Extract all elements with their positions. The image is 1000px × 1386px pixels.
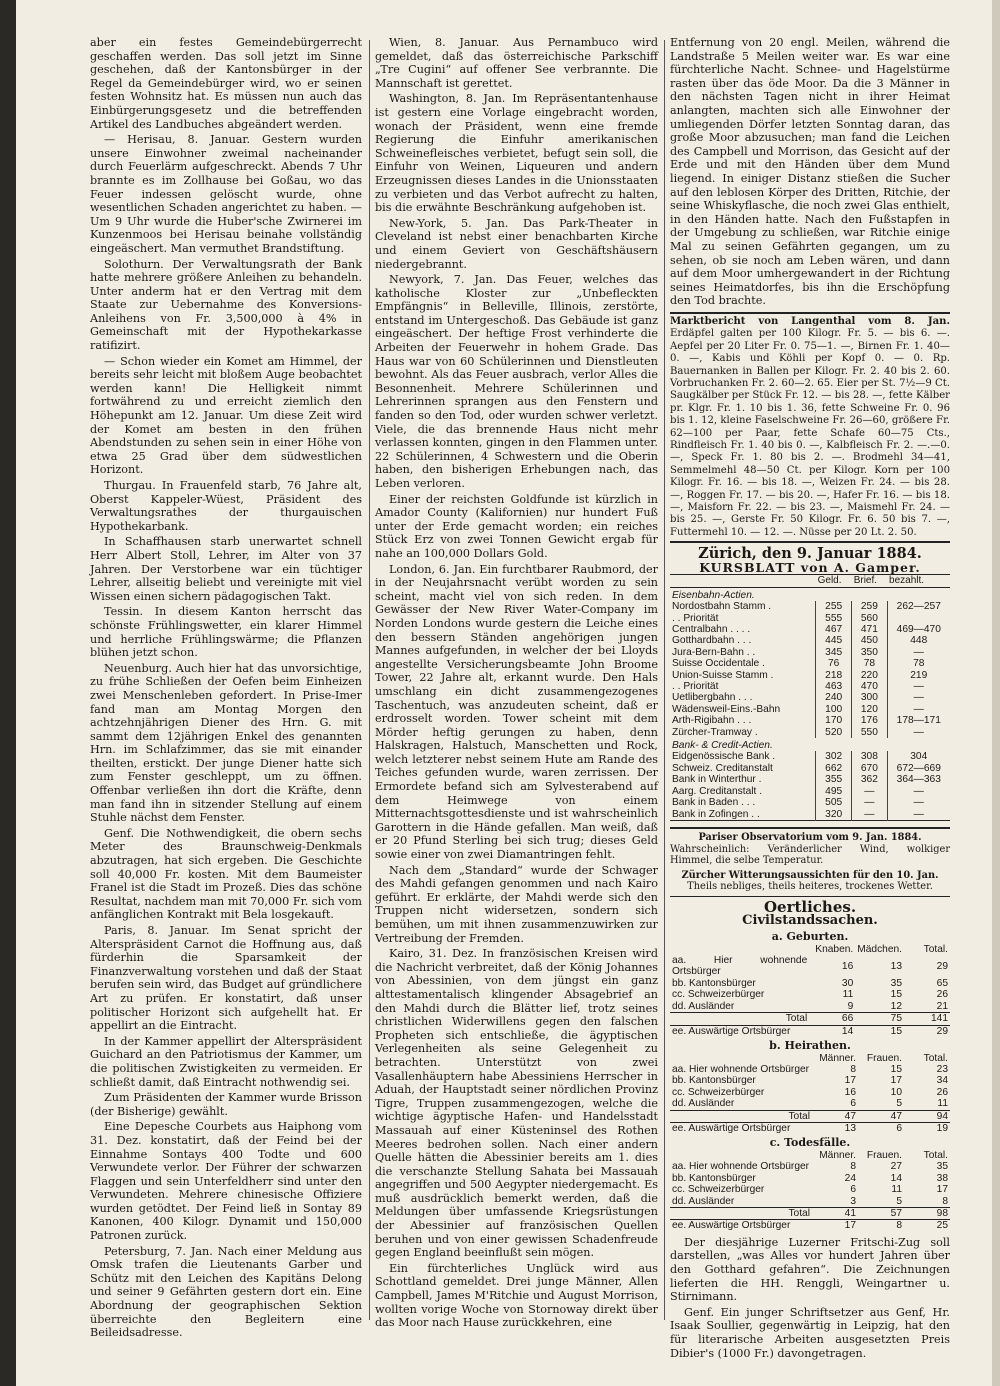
civil-col-header: Total. bbox=[923, 1052, 948, 1064]
stock-value: 308 bbox=[852, 751, 887, 762]
civil-col-header: Frauen. bbox=[866, 1052, 902, 1064]
stock-value: 505 bbox=[816, 797, 852, 808]
article-paragraph: In Schaffhausen starb unerwartet schnell Herr Albert Stoll, Lehrer, im Alter von 37 Jahren. Der Verstorbene war ein tüchtiger Lehrer, allseitig beliebt und vereinigte mit viel Wissen einen sichern pädagogischen Takt. bbox=[90, 535, 362, 603]
stock-value: 345 bbox=[816, 647, 852, 658]
civil-row-label: dd. Ausländer bbox=[672, 1000, 735, 1012]
civil-row bbox=[670, 1220, 950, 1232]
civil-row-label: Total bbox=[670, 1013, 809, 1025]
civil-row-label: aa. Hier wohnende Ortsbürger bbox=[672, 1063, 810, 1075]
zurich-weather-title: Zürcher Witterungsaussichten für den 10. Jan. bbox=[681, 869, 939, 881]
stock-row bbox=[670, 715, 950, 726]
stock-value: — bbox=[887, 681, 950, 692]
civil-count: 19 bbox=[904, 1122, 950, 1134]
article-paragraph: Der diesjährige Luzerner Fritschi-Zug soll darstellen, „was Alles vor hundert Jahren über den Gotthard gefahren“. Die Zeichnungen lieferten die HH. Renggli, Weingartner u. Stirnimann. bbox=[670, 1235, 950, 1304]
civil-count: 5 bbox=[896, 1195, 902, 1207]
stock-name: Centralbahn . . . . bbox=[672, 624, 751, 635]
stock-value: 78 bbox=[852, 658, 887, 669]
stock-row bbox=[670, 727, 950, 738]
article-paragraph: Newyork, 7. Jan. Das Feuer, welches das katholische Kloster zur „Unbefleckten Empfängnis“ in Belleville, Illinois, zerstörte, entstand im Untergeschoß. Das Gebäude ist ganz eingeäschert. Der heftige Frost verhinderte die Arbeiten der Feuerwehr in hohem Grade. Das Haus war von 60 Schülerinnen und Dienstleuten bewohnt. Als das Feuer ausbrach, verlor Alles die Besonnenheit. Mehrere Schülerinnen und Lehrerinnen sprangen aus den Fenstern und fanden so den Tod, oder wurden schwer verletzt. Viele, die das brennende Haus nicht mehr verlassen konnten, gingen in den Flammen unter. 22 Schülerinnen, 4 Schwestern und die Oberin haben, den bisherigen Erhebungen nach, das Leben verloren. bbox=[375, 273, 658, 490]
stock-row bbox=[670, 774, 950, 785]
stock-value: 550 bbox=[852, 727, 887, 738]
civil-group-title: a. Geburten. bbox=[771, 930, 849, 944]
civil-count: 8 bbox=[858, 1220, 904, 1232]
stock-value: 672—669 bbox=[887, 763, 950, 774]
stock-name: Eidgenössische Bank . bbox=[672, 751, 776, 763]
civil-count: 17 bbox=[844, 1075, 856, 1087]
civil-heading: Civilstandssachen. bbox=[742, 913, 878, 929]
civil-row bbox=[670, 1196, 950, 1208]
stock-value: 448 bbox=[887, 635, 950, 646]
civil-row bbox=[670, 989, 950, 1000]
stock-value: 220 bbox=[852, 670, 887, 681]
civil-count: 34 bbox=[936, 1075, 948, 1087]
civil-count: 6 bbox=[858, 1122, 904, 1134]
stock-row bbox=[670, 751, 950, 762]
civil-count: 17 bbox=[936, 1184, 948, 1196]
civil-count: 35 bbox=[890, 977, 902, 989]
stock-name: Nordostbahn Stamm . bbox=[672, 601, 772, 613]
civil-count: 47 bbox=[858, 1110, 904, 1122]
article-paragraph: Genf. Die Nothwendigkeit, die obern sechs Meter des Braunschweig-Denkmals abzutragen, hat sich ergeben. Die Geschichte soll 40,000 Fr. kosten. Mit dem Baumeister Franel ist die Stadt im Prozeß. Dies das schöne Resultat, nachdem man mit 70,000 Fr. sich vom anfänglichen Kontrakt mit Bela losgekauft. bbox=[90, 826, 362, 922]
civil-row bbox=[670, 1001, 950, 1013]
stock-name: . . Priorität bbox=[672, 612, 719, 624]
stock-value: 450 bbox=[852, 635, 887, 646]
article-paragraph: Zum Präsidenten der Kammer wurde Brisson (der Bisherige) gewählt. bbox=[90, 1091, 362, 1118]
civil-count: 57 bbox=[858, 1207, 904, 1219]
civil-count: 25 bbox=[904, 1220, 950, 1232]
stock-name: Zürcher-Tramway . bbox=[672, 726, 758, 738]
civil-row bbox=[670, 1110, 950, 1122]
civil-count: 13 bbox=[890, 960, 902, 972]
stock-value: — bbox=[887, 809, 950, 821]
stock-section-label: Eisenbahn-Actien. bbox=[672, 589, 755, 601]
civil-count: 65 bbox=[936, 977, 948, 989]
article-paragraph: Kairo, 31. Dez. In französischen Kreisen wird die Nachricht verbreitet, daß der König Johannes von Abessinien, von dem jüngst ein ganz alttestamentalisch klingender Absagebrief an den Mahdi durch die Blätter lief, trotz seines christlichen Widerwillens gegen den falschen Propheten sich entschließe, die ägyptischen Verlegenheiten als seine Gelegenheit zu betrachten. Unterstützt von zwei Vasallenhäuptern habe Abessiniens Herrscher in Aduah, der Hauptstadt seiner nördlichen Provinz Tigre, Truppen zusammengezogen, welche die wichtige ägyptische Hafen- und Handelsstadt Massauah auf einer Küsteninsel des Rothen Meeres bedrohen sollen. Nach einer andern Quelle hätten die Abessinier bereits am 1. dies die verschanzte Stellung Sahata bei Massauah angegriffen und 500 Aegypter niedergemacht. Es muß ausdrücklich bemerkt werden, daß die Meldungen über umfassende Kriegsrüstungen der Abessinier auf französischen Quellen beruhen und von einer gewissen Schadenfreude gegen England beeinflußt sein mögen. bbox=[375, 947, 658, 1260]
column-rule-2 bbox=[664, 40, 665, 1320]
stock-value: 471 bbox=[852, 624, 887, 635]
stock-name: . . Priorität bbox=[672, 681, 719, 693]
civil-count: 6 bbox=[850, 1098, 856, 1110]
stock-value: 350 bbox=[852, 647, 887, 658]
stock-value: 78 bbox=[887, 658, 950, 669]
stock-value: 364—363 bbox=[887, 774, 950, 785]
stock-value: 355 bbox=[816, 774, 852, 785]
civil-row bbox=[670, 1173, 950, 1184]
civil-row bbox=[670, 1161, 950, 1172]
stock-value: — bbox=[887, 727, 950, 738]
article-paragraph: Solothurn. Der Verwaltungsrath der Bank hatte mehrere größere Anleihen zu behandeln. Unter anderm hat er den Vertrag mit dem Staate zur Uebernahme des Konversions-Anleihens von Fr. 3,500,000 à 4% in Gemeinschaft mit der Hypothekarkasse ratifizirt. bbox=[90, 257, 362, 353]
stock-name: Bank in Zofingen . . bbox=[672, 808, 760, 820]
civil-row bbox=[670, 1025, 950, 1037]
civil-row bbox=[670, 1207, 950, 1219]
civil-col-header: Knaben. bbox=[815, 943, 854, 955]
stock-name: Schweiz. Creditanstalt bbox=[672, 762, 773, 774]
civil-col-header: Männer. bbox=[819, 1052, 856, 1064]
article-paragraph: Washington, 8. Jan. Im Repräsentantenhause ist gestern eine Vorlage eingebracht worden, wonach der Präsident, wenn eine fremde Regierung die Einfuhr amerikanischen Schweinefleisches verbietet, befugt sein soll, die Einfuhr von Weinen, Liqueuren und andern Erzeugnissen dieses Landes in die Unionsstaaten zu verbieten und das Verbot aufrecht zu halten, bis die erwähnte Beschränkung aufgehoben ist. bbox=[375, 92, 658, 215]
civil-row-label: ee. Auswärtige Ortsbürger bbox=[670, 1025, 809, 1037]
civil-count: 24 bbox=[844, 1172, 856, 1184]
stock-value: 662 bbox=[816, 763, 852, 774]
civil-count: 6 bbox=[850, 1184, 856, 1196]
civil-count: 41 bbox=[812, 1207, 858, 1219]
stock-value: 170 bbox=[816, 715, 852, 726]
stock-name: Uetlibergbahn . . . bbox=[672, 692, 753, 704]
stock-value: — bbox=[887, 692, 950, 703]
civil-row bbox=[670, 1064, 950, 1075]
civil-count: 14 bbox=[809, 1025, 855, 1037]
page-edge-left bbox=[0, 0, 16, 1386]
stock-value: 320 bbox=[816, 809, 852, 821]
civil-row-label: bb. Kantonsbürger bbox=[672, 1075, 756, 1087]
civil-count: 8 bbox=[942, 1195, 948, 1207]
civil-row-label: dd. Ausländer bbox=[672, 1195, 735, 1207]
stock-value: — bbox=[852, 797, 887, 808]
civil-row bbox=[670, 978, 950, 989]
article-paragraph: — Schon wieder ein Komet am Himmel, der bereits sehr leicht mit bloßem Auge beobachtet werden kann! Die Helligkeit nimmt fortwährend zu und erreicht ziemlich den Höhepunkt am 12. Januar. Um diese Zeit wird der Komet am besten in den frühen Abendstunden zu sehen sein in einer Höhe von etwa 25 Grad über dem südwestlichen Horizont. bbox=[90, 354, 362, 477]
stock-value: — bbox=[887, 704, 950, 715]
civil-count: 13 bbox=[812, 1122, 858, 1134]
stock-value: 259 bbox=[852, 601, 887, 612]
civil-count: 94 bbox=[904, 1110, 950, 1122]
stock-name: Suisse Occidentale . bbox=[672, 658, 765, 670]
article-paragraph: — Herisau, 8. Januar. Gestern wurden unsere Einwohner zweimal nacheinander durch Feuerlärm aufgeschreckt. Abends 7 Uhr brannte es im Zollhause bei Goßau, wo das Feuer indessen gelöscht wurde, ohne wesentlichen Schaden angerichtet zu haben. — Um 9 Uhr wurde die Huber'sche Zwirnerei im Kunzenmoos bei Herisau beinahe vollständig eingeäschert. Man vermuthet Brandstiftung. bbox=[90, 133, 362, 255]
paris-observatory-title: Pariser Observatorium vom 9. Jan. 1884. bbox=[698, 831, 922, 843]
civil-count: 35 bbox=[936, 1161, 948, 1173]
civil-table bbox=[670, 1053, 950, 1135]
stock-row bbox=[670, 647, 950, 658]
civil-row-label: Total bbox=[670, 1207, 812, 1219]
civil-row-label: aa. Hier wohnende Ortsbürger bbox=[672, 1161, 810, 1173]
civil-count: 26 bbox=[936, 1086, 948, 1098]
civil-col-header: Total. bbox=[923, 943, 948, 955]
stock-row bbox=[670, 635, 950, 646]
civil-count: 26 bbox=[936, 989, 948, 1001]
civil-count: 8 bbox=[850, 1063, 856, 1075]
civil-count: 23 bbox=[936, 1063, 948, 1075]
stock-value: — bbox=[852, 786, 887, 797]
stock-name: Arth-Rigibahn . . . bbox=[672, 715, 752, 727]
stock-value: 495 bbox=[816, 786, 852, 797]
stock-row bbox=[670, 601, 950, 612]
market-report bbox=[670, 312, 950, 543]
civil-row bbox=[670, 1098, 950, 1110]
article-paragraph: Ein fürchterliches Unglück wird aus Schottland gemeldet. Drei junge Männer, Allen Campbell, James M'Ritchie und August Morrison, wollten vorige Woche von Stornoway direkt über das Moor nach Hause zurückkehren, eine bbox=[375, 1261, 658, 1330]
civil-count: 38 bbox=[936, 1172, 948, 1184]
stock-value bbox=[887, 613, 950, 624]
stock-value: — bbox=[887, 786, 950, 797]
stock-value: 463 bbox=[816, 681, 852, 692]
civil-count: 75 bbox=[855, 1013, 904, 1025]
civil-count: 66 bbox=[809, 1013, 855, 1025]
civil-col-header: Mädchen. bbox=[857, 943, 902, 955]
civil-row-label: cc. Schweizerbürger bbox=[672, 989, 765, 1001]
stock-value: 470 bbox=[852, 681, 887, 692]
civil-count: 8 bbox=[850, 1161, 856, 1173]
stock-row bbox=[670, 658, 950, 669]
stock-value: 445 bbox=[816, 635, 852, 646]
stock-value: 262—257 bbox=[887, 601, 950, 612]
stock-col-header: Geld. bbox=[816, 575, 852, 587]
civil-count: 21 bbox=[936, 1000, 948, 1012]
civil-row-label: bb. Kantonsbürger bbox=[672, 977, 756, 989]
civil-row-label: cc. Schweizerbürger bbox=[672, 1086, 765, 1098]
stock-table bbox=[670, 574, 950, 821]
stock-name: Wädensweil-Eins.-Bahn bbox=[672, 703, 781, 715]
kursblatt-date: Zürich, den 9. Januar 1884. bbox=[698, 545, 922, 563]
column-1 bbox=[90, 36, 362, 1340]
civil-registry bbox=[670, 930, 950, 1232]
stock-value: 362 bbox=[852, 774, 887, 785]
civil-count: 17 bbox=[890, 1075, 902, 1087]
civil-row-label: dd. Ausländer bbox=[672, 1098, 735, 1110]
civil-count: 29 bbox=[936, 960, 948, 972]
stock-table-body bbox=[670, 587, 950, 820]
stock-name: Aarg. Creditanstalt . bbox=[672, 785, 763, 797]
article-paragraph: Thurgau. In Frauenfeld starb, 76 Jahre alt, Oberst Kappeler-Wüest, Präsident des Verwaltungsrathes der thurgauischen Hypothekarbank. bbox=[90, 479, 362, 533]
civil-row-label: Total bbox=[670, 1110, 812, 1122]
column-2 bbox=[375, 36, 658, 1336]
civil-count: 15 bbox=[855, 1025, 904, 1037]
column-3 bbox=[670, 36, 950, 1360]
article-paragraph: Eine Depesche Courbets aus Haiphong vom 31. Dez. konstatirt, daß der Feind bei der Einnahme Sontays 400 Todte und 600 Verwundete verlor. Der Führer der schwarzen Flaggen und sein Unterfeldherr sind unter den Verwundeten. Mehrere chinesische Offiziere wurden getödtet. Der Feind ließ in Sontay 89 Kanonen, 400 Kilogr. Dynamit und 150,000 Patronen zurück. bbox=[90, 1120, 362, 1243]
stock-section-label: Bank- & Credit-Actien. bbox=[672, 740, 773, 752]
stock-value: 670 bbox=[852, 763, 887, 774]
stock-value: 176 bbox=[852, 715, 887, 726]
stock-name: Bank in Winterthur . bbox=[672, 774, 762, 786]
article-paragraph: Petersburg, 7. Jan. Nach einer Meldung aus Omsk trafen die Lieutenants Garber und Schütz mit den Leichen des Kapitäns Delong und seiner 9 Gefährten gestern dort ein. Eine Abordnung der geographischen Sektion überreichte den Begleitern eine Beileidsadresse. bbox=[90, 1244, 362, 1340]
page-edge-right bbox=[992, 0, 1000, 1386]
article-paragraph: Tessin. In diesem Kanton herrscht das schönste Frühlingswetter, ein klarer Himmel und herrliche Frühlingswärme; die Pflanzen blühen jetzt schon. bbox=[90, 605, 362, 660]
article-paragraph: Genf. Ein junger Schriftsetzer aus Genf, Hr. Isaak Soullier, gegenwärtig in Leipzig, hat den für literarische Arbeiten ausgesetzten Preis Dibier's (1000 Fr.) davongetragen. bbox=[670, 1305, 950, 1360]
stock-value: 178—171 bbox=[887, 715, 950, 726]
weather-block bbox=[670, 827, 950, 893]
civil-count: 12 bbox=[890, 1000, 902, 1012]
stock-value: 467 bbox=[816, 624, 852, 635]
stock-row bbox=[670, 704, 950, 715]
civil-row bbox=[670, 1013, 950, 1025]
article-paragraph: Neuenburg. Auch hier hat das unvorsichtige, zu frühe Schließen der Oefen beim Einheizen zwei Menschenleben gefordert. In Prise-Imer fand man am Montag Morgen den achtzehnjährigen Diener des Hrn. G. mit sammt dem 12jährigen Enkel des genannten Hrn. im Schlafzimmer, das sie mit einander theilten, erstickt. Der junge Diener hatte sich zum Fenster geschleppt, um zu öffnen. Offenbar verließen ihn dort die Kräfte, denn man fand ihn in sitzender Stellung auf einem Stuhle nächst dem Fenster. bbox=[90, 661, 362, 825]
stock-row bbox=[670, 681, 950, 692]
zurich-weather-text: Theils nebliges, theils heiteres, trockenes Wetter. bbox=[687, 881, 933, 893]
stock-value: 240 bbox=[816, 692, 852, 703]
stock-name: Jura-Bern-Bahn . . bbox=[672, 646, 756, 658]
civil-row-label: bb. Kantonsbürger bbox=[672, 1172, 756, 1184]
civil-count: 15 bbox=[890, 1063, 902, 1075]
civil-row-label: aa. Hier wohnende Ortsbürger bbox=[672, 955, 808, 978]
paris-observatory-text: Wahrscheinlich: Veränderlicher Wind, wolkiger Himmel, die selbe Temperatur. bbox=[670, 843, 950, 867]
civil-col-header: Total. bbox=[923, 1149, 948, 1161]
civil-col-header: Männer. bbox=[819, 1149, 856, 1161]
stock-value: 469—470 bbox=[887, 624, 950, 635]
article-paragraph: aber ein festes Gemeindebürgerrecht geschaffen werden. Das soll jetzt im Sinne geschehen, daß der Kantonsbürger in der Regel da Gemeindebürger wird, wo er seinen festen Wohnsitz hat. Es müssen nun auch das Einbürgerungsgesetz und die betreffenden Artikel des Landbuches abgeändert werden. bbox=[90, 36, 362, 131]
civil-count: 30 bbox=[841, 977, 854, 989]
civil-count: 11 bbox=[891, 1184, 902, 1196]
article-paragraph: Nach dem „Standard“ wurde der Schwager des Mahdi gefangen genommen und nach Kairo geführt. Er erklärte, der Mahdi werde sich den Truppen nicht widersetzen, sondern sich bemühen, um mit ihnen zusammenzuwirken zur Vertreibung der Fremden. bbox=[375, 863, 658, 945]
stock-name: Gotthardbahn . . . bbox=[672, 635, 752, 647]
civil-group-title: b. Heirathen. bbox=[769, 1038, 851, 1052]
stock-value: 560 bbox=[852, 613, 887, 624]
column-rule-1 bbox=[369, 40, 370, 1320]
stock-value: 302 bbox=[816, 751, 852, 762]
stock-name: Union-Suisse Stamm . bbox=[672, 669, 774, 681]
stock-row bbox=[670, 624, 950, 635]
civil-count: 27 bbox=[890, 1161, 902, 1173]
civil-row-label: ee. Auswärtige Ortsbürger bbox=[670, 1220, 812, 1232]
article-paragraph: London, 6. Jan. Ein furchtbarer Raubmord, der in der Neujahrsnacht verübt worden zu sein scheint, macht viel von sich reden. In dem Gewässer der New River Water-Company im Norden Londons wurde gestern die Leiche eines den bessern Ständen angehörigen jungen Mannes aufgefunden, in welcher der bei Lloyds angestellte Versicherungsbeamte John Broome Tower, 22 Jahre alt, erkannt wurde. Den Hals umschlang ein dicht zusammengezogenes Taschentuch, was anzudeuten scheint, daß er erdrosselt worden. Tower scheint mit dem Mörder heftig gerungen zu haben, denn Halskragen, Halstuch, Manschetten und Rock, welch letzterer nebst seinem Hute am Rande des Teiches gefunden wurde, waren zerrissen. Der Ermordete befand sich am Sylvesterabend auf dem Heimwege von einem Mitternachtsgottesdienste und ist wahrscheinlich Garottern in die Hände gefallen. Man weiß, daß er 20 Pfund Sterling bei sich trug; dieses Geld sowie einer von zwei Diamantringen fehlt. bbox=[375, 562, 658, 862]
civil-count: 9 bbox=[847, 1000, 854, 1012]
civil-count: 98 bbox=[904, 1207, 950, 1219]
civil-row bbox=[670, 1184, 950, 1195]
stock-value: 520 bbox=[816, 727, 852, 738]
civil-count: 16 bbox=[841, 960, 854, 972]
kursblatt-author: von A. Gamper. bbox=[800, 559, 921, 575]
civil-row bbox=[670, 1087, 950, 1098]
article-paragraph: Wien, 8. Januar. Aus Pernambuco wird gemeldet, daß das österreichische Parkschiff „Tre Cugini“ auf offener See verbrannte. Die Mannschaft ist gerettet. bbox=[375, 36, 658, 90]
market-report-text: Erdäpfel galten per 100 Kilogr. Fr. 5. — bis 6. —. Aepfel per 20 Liter Fr. 0. 75—1. —, Birnen Fr. 1. 40—0. —, Kabis und Köhli per Kopf 0. — 0. Rp. Bauernanken in Ballen per Kilogr. Fr. 2. 40 bis 2. 60. Vorbruchanken Fr. 2. 60—2. 65. Eier per St. 7½—9 Ct. Saugkälber per Stück Fr. 12. — bis 28. —, fette Kälber pr. Klgr. Fr. 1. 10 bis 1. 36, fette Schweine Fr. 0. 96 bis 1. 12, kleine Faselschweine Fr. 26—60, größere Fr. 62—100 per Paar, fette Schafe 60—75 Cts., Rindfleisch Fr. 1. 40 bis 0. —, Kalbfleisch Fr. 2. —.—0. —, Speck Fr. 1. 80 bis 2. —. Brodmehl 34—41, Semmelmehl 48—50 Ct. per Kilogr. Korn per 100 Kilogr. Fr. 16. — bis 18. —, Weizen Fr. 24. — bis 28. —, Roggen Fr. 17. — bis 20. —, Hafer Fr. 16. — bis 18. —, Maisforn Fr. 22. — bis 23. —, Maismehl Fr. 24. — bis 25. —, Gerste Fr. 50 Kilogr. Fr. 6. 50 bis 7. —, Futtermehl 10. — 12. —. Nüsse per 20 Lt. 2. 50. bbox=[670, 328, 950, 538]
civil-count: 5 bbox=[896, 1098, 902, 1110]
market-report-title: Marktbericht von Langenthal vom 8. Jan. bbox=[670, 315, 950, 327]
stock-value: — bbox=[887, 647, 950, 658]
article-paragraph: Entfernung von 20 engl. Meilen, während die Landstraße 5 Meilen weiter war. Es war eine fürchterliche Nacht. Schnee- und Hagelstürme rasten über das öde Moor. Da die 3 Männer in den nächsten Tagen nicht in ihrer Heimat anlangten, machten sich alle Einwohner der umliegenden Dörfer letzten Sonntag daran, das große Moor abzusuchen; man fand die Leichen des Campbell und Morrison, das Gesicht auf der Erde und mit den Händen über dem Mund liegend. In einiger Distanz stießen die Sucher auf den leblosen Körper des Dritten, Ritchie, der seine Whiskyflasche, die noch zwei Glas enthielt, in den Händen hatte. Nach den Fußstapfen in der Umgebung zu schließen, war Ritchie einige Mal zu seinen Gefährten gegangen, um zu sehen, ob sie noch am Leben wären, und dann auf dem Moor umhergewandert in der Richtung seines Heimatdorfes, bis ihn die Erschöpfung den Tod brachte. bbox=[670, 36, 950, 308]
civil-row-label: ee. Auswärtige Ortsbürger bbox=[670, 1122, 812, 1134]
civil-count: 15 bbox=[890, 989, 902, 1001]
stock-name: Bank in Baden . . . bbox=[672, 797, 756, 809]
stock-row bbox=[670, 763, 950, 774]
stock-row bbox=[670, 809, 950, 821]
stock-value: 300 bbox=[852, 692, 887, 703]
kursblatt-label: KURSBLATT bbox=[699, 559, 796, 575]
civil-col-header: Frauen. bbox=[866, 1149, 902, 1161]
civil-count: 29 bbox=[904, 1025, 950, 1037]
civil-row-label: cc. Schweizerbürger bbox=[672, 1184, 765, 1196]
stock-col-header: Brief. bbox=[852, 575, 887, 587]
stock-row bbox=[670, 786, 950, 797]
article-paragraph: Einer der reichsten Goldfunde ist kürzlich in Amador County (Kalifornien) nur hundert Fuß unter der Erde gemacht worden; ein reiches Stück Erz von zwei Tonnen Gewicht ergab für nahe an 100,000 Dollars Gold. bbox=[375, 492, 658, 560]
civil-count: 11 bbox=[937, 1098, 948, 1110]
stock-value: 255 bbox=[816, 601, 852, 612]
kursblatt-title bbox=[670, 561, 950, 575]
stock-row bbox=[670, 692, 950, 703]
stock-value: 76 bbox=[816, 658, 852, 669]
civil-count: 47 bbox=[812, 1110, 858, 1122]
civil-count: 14 bbox=[890, 1172, 902, 1184]
article-paragraph: New-York, 5. Jan. Das Park-Theater in Cleveland ist nebst einer benachbarten Kirche und einem Geviert von Geschäftshäusern niedergebrannt. bbox=[375, 216, 658, 271]
stock-value: 219 bbox=[887, 670, 950, 681]
stock-row bbox=[670, 670, 950, 681]
civil-count: 11 bbox=[842, 989, 854, 1001]
civil-row bbox=[670, 955, 950, 978]
stock-value: 120 bbox=[852, 704, 887, 715]
civil-count: 3 bbox=[850, 1195, 856, 1207]
civil-count: 10 bbox=[890, 1086, 902, 1098]
stock-col-header: bezahlt. bbox=[887, 575, 950, 587]
stock-value: 555 bbox=[816, 613, 852, 624]
local-heading: Oertliches. bbox=[763, 897, 857, 916]
civil-count: 16 bbox=[844, 1086, 856, 1098]
civil-count: 141 bbox=[904, 1013, 950, 1025]
stock-value: — bbox=[852, 809, 887, 821]
civil-group-title: c. Todesfälle. bbox=[769, 1136, 851, 1150]
stock-value: 304 bbox=[887, 751, 950, 762]
civil-table bbox=[670, 1150, 950, 1232]
civil-table bbox=[670, 944, 950, 1037]
stock-row bbox=[670, 613, 950, 624]
stock-value: 100 bbox=[816, 704, 852, 715]
civil-row bbox=[670, 1075, 950, 1086]
stock-value: — bbox=[887, 797, 950, 808]
civil-row bbox=[670, 1122, 950, 1134]
article-paragraph: Paris, 8. Januar. Im Senat spricht der Alterspräsident Carnot die Hoffnung aus, daß fürderhin die Sparsamkeit der Finanzverwaltung vorstehen und daß der Staat berufen sein wird, das Budget auf gründlichere Art zu prüfen. Er konstatirt, daß unser politischer Horizont sich aufgehellt hat. Er appellirt an die Eintracht. bbox=[90, 924, 362, 1033]
civil-count: 17 bbox=[812, 1220, 858, 1232]
article-paragraph: In der Kammer appellirt der Alterspräsident Guichard an den Patriotismus der Kammer, um die politischen Zwistigkeiten zu vermeiden. Er schließt damit, daß Eintracht nothwendig sei. bbox=[90, 1034, 362, 1089]
stock-value: 218 bbox=[816, 670, 852, 681]
stock-row bbox=[670, 797, 950, 808]
